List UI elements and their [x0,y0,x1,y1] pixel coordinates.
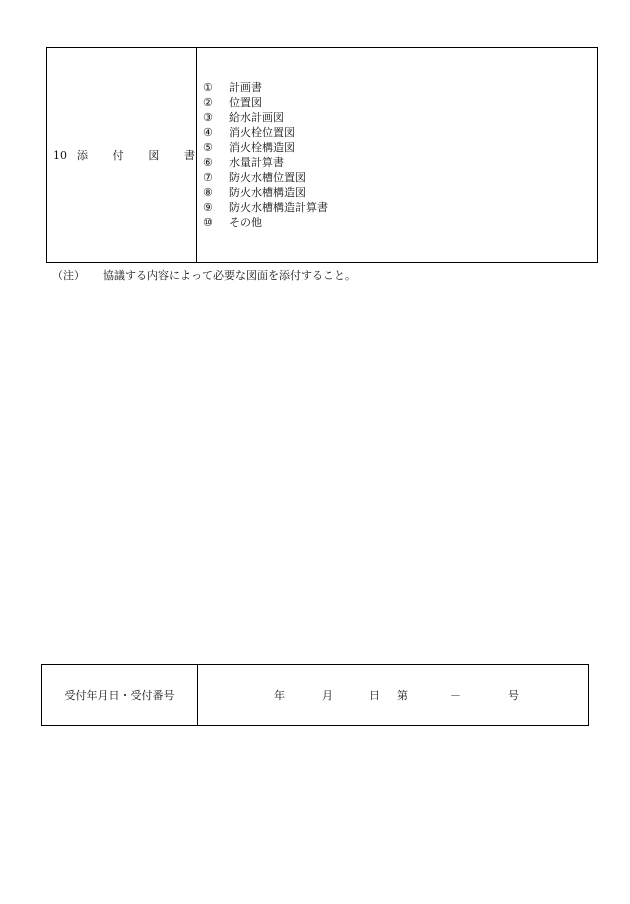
item-text: 給水計画図 [229,110,284,124]
item-number: ① [203,80,213,94]
item-number: ⑨ [203,201,213,215]
list-item [203,185,328,200]
item-text: 防火水槽位置図 [229,171,306,185]
list-item [203,140,328,155]
year-label: 年 [274,689,285,702]
item-number: ⑩ [203,216,213,230]
list-item [203,125,328,140]
attachments-table [46,47,598,263]
item-text: 消火栓位置図 [229,125,295,139]
attachments-label-cell [47,48,197,262]
list-item [203,155,328,170]
item-number: ④ [203,125,213,139]
item-text: その他 [229,216,262,230]
attachments-list [203,80,328,231]
go-label: 号 [508,689,519,702]
item-number: ② [203,95,213,109]
dai-label: 第 [397,689,408,702]
item-text: 消火栓構造図 [229,140,295,154]
item-text: 計画書 [229,80,262,94]
attachments-label [77,147,195,163]
item-number: ⑦ [203,171,213,185]
list-item [203,95,328,110]
month-label: 月 [322,689,333,702]
item-number: ③ [203,110,213,124]
item-number: ⑤ [203,140,213,154]
list-item [203,200,328,215]
note-prefix: （注） [52,269,85,282]
item-text: 防火水槽構造計算書 [229,201,328,215]
day-label: 日 [369,689,380,702]
item-number: ⑥ [203,156,213,169]
dash-label: － [450,689,461,702]
note-text: 協議する内容によって必要な図面を添付すること。 [103,269,356,282]
list-item [203,170,328,185]
attachments-label-char: 図 [148,149,160,162]
item-text: 位置図 [229,95,262,109]
item-number: ⑧ [203,186,213,200]
list-item [203,80,328,95]
note [52,267,356,283]
receipt-table [41,664,589,726]
item-text: 水量計算書 [229,156,284,169]
attachments-label-char: 付 [112,149,124,162]
list-item [203,215,328,230]
attachments-label-char: 書 [183,149,195,162]
attachments-list-cell [197,48,597,262]
receipt-value-cell [198,665,588,725]
item-text: 防火水槽構造図 [229,186,306,200]
list-item [203,110,328,125]
attachments-label-char: 添 [77,149,88,162]
attachments-number: 10 [53,148,67,162]
receipt-label: 受付年月日・受付番号 [42,665,198,725]
